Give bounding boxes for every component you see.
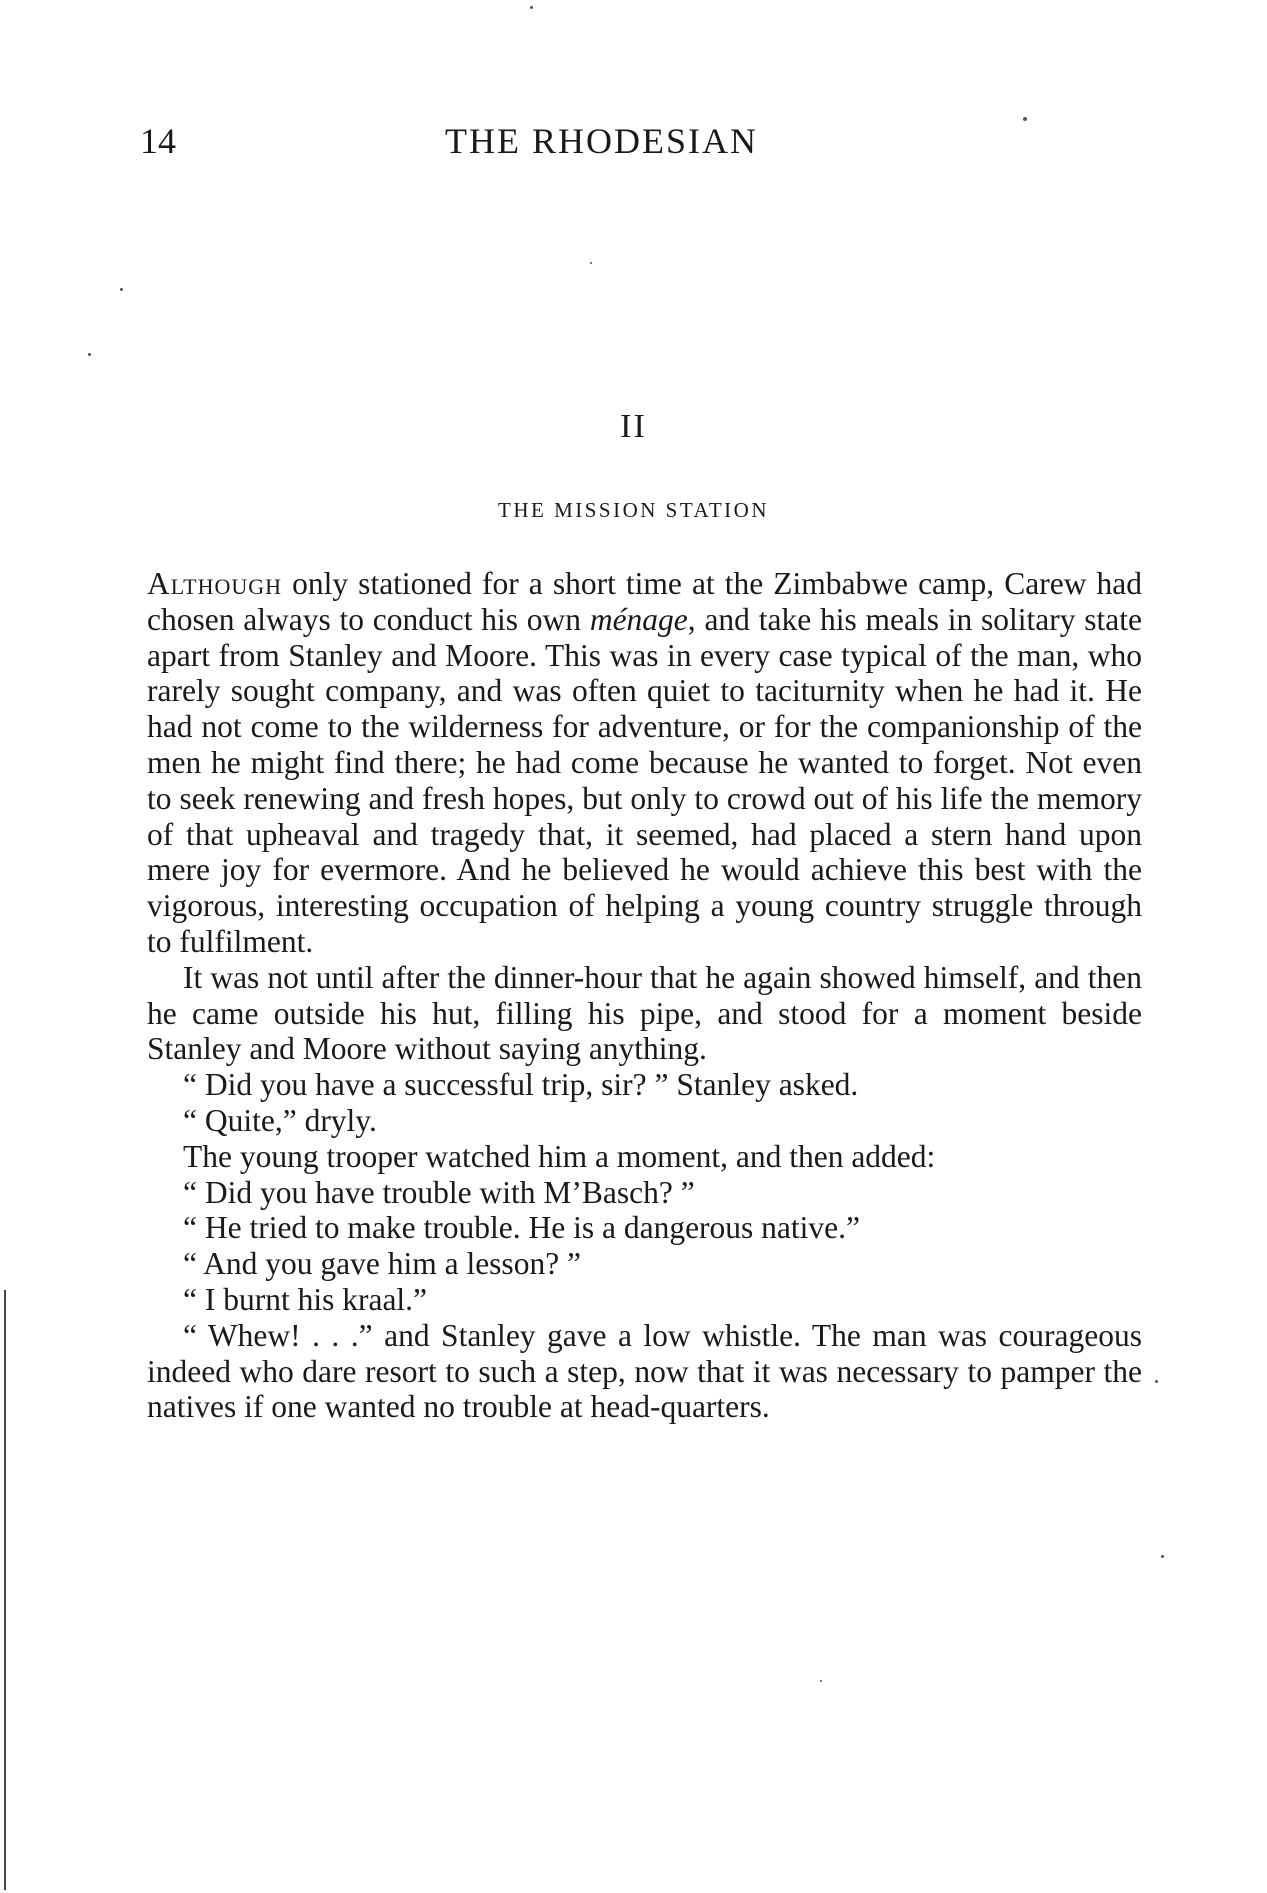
scan-speck	[1155, 1380, 1158, 1383]
paragraph: “ And you gave him a lesson? ”	[183, 1246, 582, 1282]
scan-speck	[1161, 1555, 1164, 1558]
paragraph: “ Did you have a successful trip, sir? ” Stanley asked.	[183, 1067, 859, 1103]
scan-speck	[1023, 117, 1027, 121]
paragraph: “ He tried to make trouble. He is a dangerous native.”	[183, 1210, 861, 1246]
scan-speck	[530, 6, 533, 9]
running-head: THE RHODESIAN	[445, 121, 758, 161]
scan-speck	[820, 1680, 822, 1682]
paragraph: It was not until after the dinner-hour that he again showed himself, and then he came outside his hut, filling his pipe, and stood for a moment beside Stanley and Moore without saying anything.	[147, 959, 1142, 1067]
paragraph: “ I burnt his kraal.”	[183, 1281, 428, 1317]
body-text	[147, 566, 1142, 1425]
paragraph-text: , and take his meals in solitary state apart from Stanley and Moore. This was in every case typical of the man, who rarely sought company, and was often quiet to taciturnity when he had it. He had not come to the wilderness for adventure, or for the companionship of the men he might find there; he had come because he wanted to forget. Not even to seek renewing and fresh hopes, but only to crowd out of his life the memory of that upheaval and tragedy that, it seemed, had placed a stern hand upon mere joy for evermore. And he believed he would achieve this best with the vigorous, interesting occupation of helping a young country struggle through to fulfilment.	[147, 601, 1142, 959]
paragraph: “ Whew! . . .” and Stanley gave a low whistle. The man was courageous indeed who dare resort to such a step, now that it was necessary to pamper the natives if one wanted no trouble at head-quarters.	[147, 1317, 1142, 1425]
scan-speck	[120, 288, 123, 291]
paragraph-text: only stationed for a short time at the Zimbabwe camp, Carew had chosen always to conduct his own	[147, 566, 1142, 637]
chapter-number: II	[620, 408, 647, 445]
scan-edge-line	[4, 1290, 6, 1890]
paragraph: The young trooper watched him a moment, and then added:	[183, 1138, 936, 1174]
paragraph: “ Did you have trouble with M’Basch? ”	[183, 1174, 695, 1210]
paragraph: “ Quite,” dryly.	[183, 1102, 377, 1138]
italic-word: ménage	[589, 601, 688, 637]
scan-speck	[88, 353, 91, 356]
paragraph	[147, 566, 1142, 960]
paragraph-lead-word: Although	[147, 566, 283, 601]
scan-speck	[590, 262, 592, 264]
page-header	[140, 120, 1140, 170]
chapter-title: THE MISSION STATION	[498, 498, 769, 522]
page-number: 14	[140, 121, 176, 161]
